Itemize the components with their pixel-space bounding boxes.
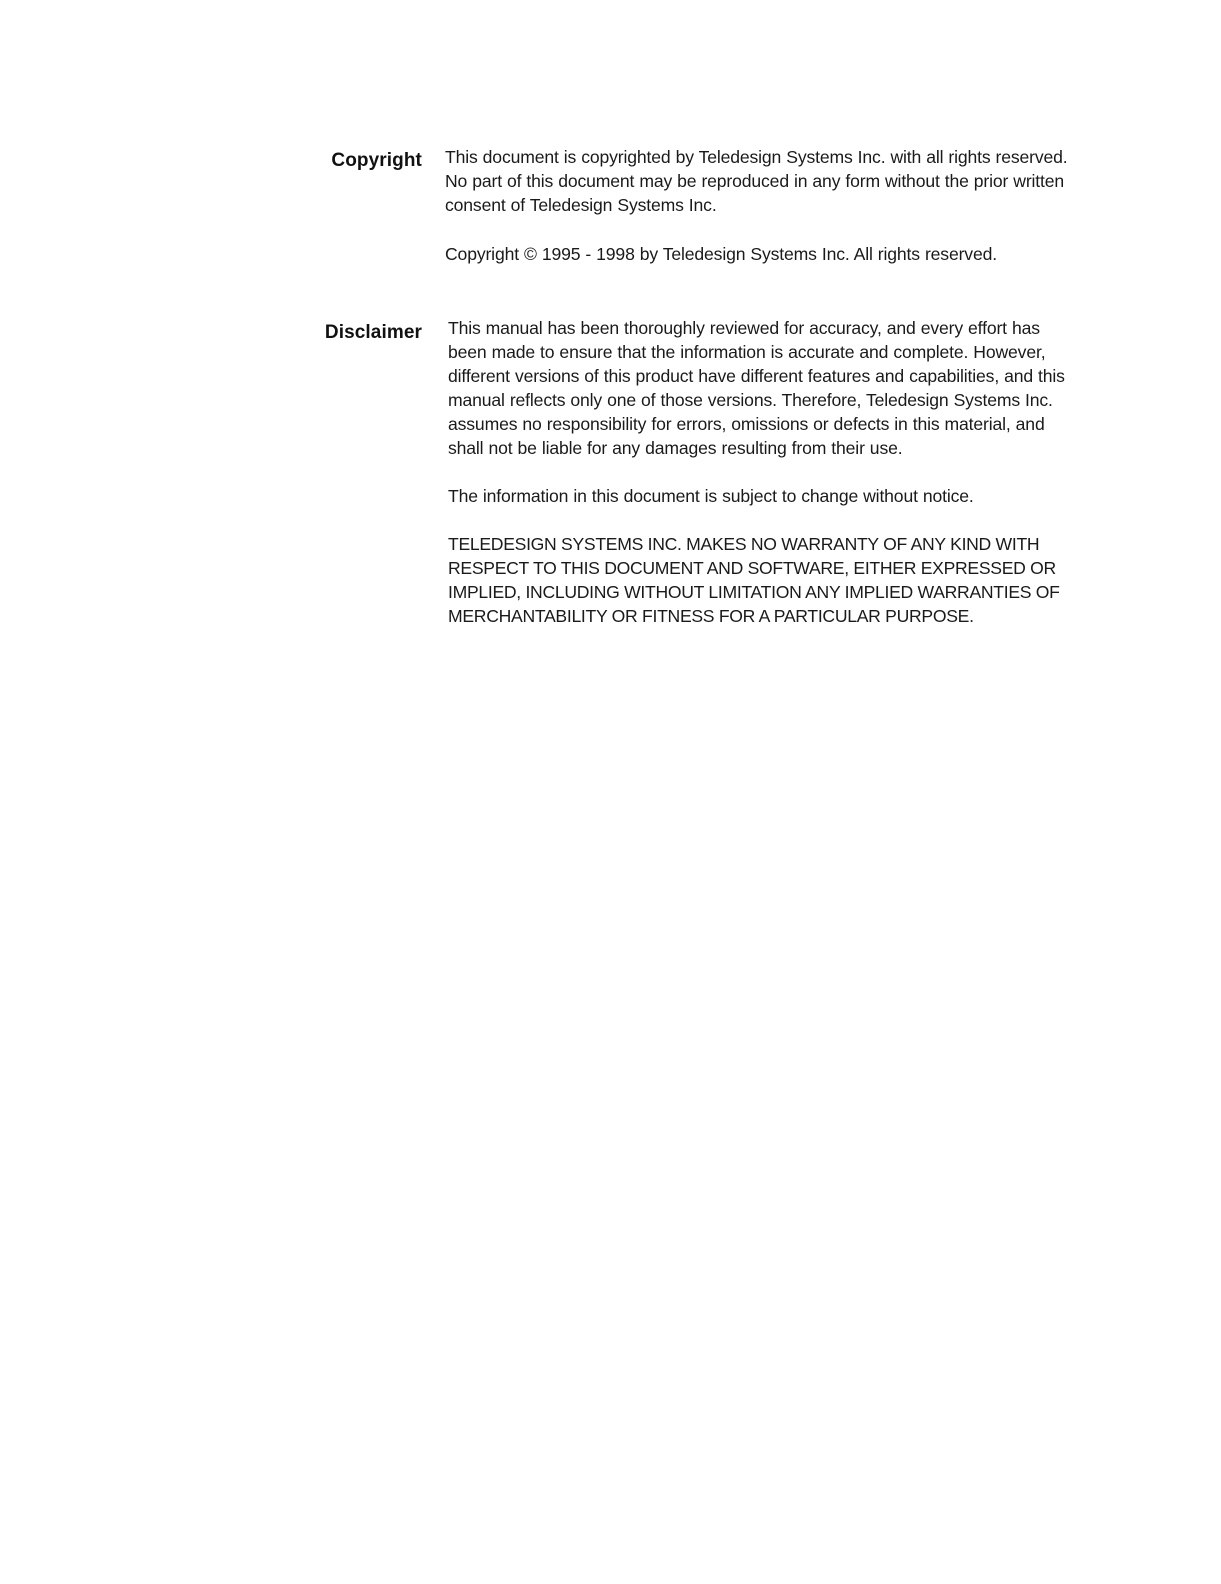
disclaimer-change-notice-paragraph: The information in this document is subject to change without notice. [448,486,974,506]
disclaimer-body [448,316,1188,628]
disclaimer-heading: Disclaimer [324,322,422,343]
copyright-heading: Copyright [331,150,422,171]
copyright-body [445,145,1185,266]
copyright-notice-paragraph: This document is copyrighted by Teledesign Systems Inc. with all rights reserved. No part of this document may be reproduced in any form without the prior written consent of Teledesign Systems Inc. [445,147,1068,215]
disclaimer-warranty-paragraph: TELEDESIGN SYSTEMS INC. MAKES NO WARRANTY OF ANY KIND WITH RESPECT TO THIS DOCUMENT AND SOFTWARE, EITHER EXPRESSED OR IMPLIED, INCLUDING WITHOUT LIMITATION ANY IMPLIED WARRANTIES OF MERCHANTABILITY OR FITNESS FOR A PARTICULAR PURPOSE. [448,534,1060,626]
copyright-years-paragraph: Copyright © 1995 - 1998 by Teledesign Systems Inc. All rights reserved. [445,244,997,264]
disclaimer-accuracy-paragraph: This manual has been thoroughly reviewed for accuracy, and every effort has been made to ensure that the information is accurate and complete. However, different versions of this product have different features and capabilities, and this manual reflects only one of those versions. Therefore, Teledesign Systems Inc. assumes no responsibility for errors, omissions or defects in this material, and shall not be liable for any damages resulting from their use. [448,318,1065,458]
